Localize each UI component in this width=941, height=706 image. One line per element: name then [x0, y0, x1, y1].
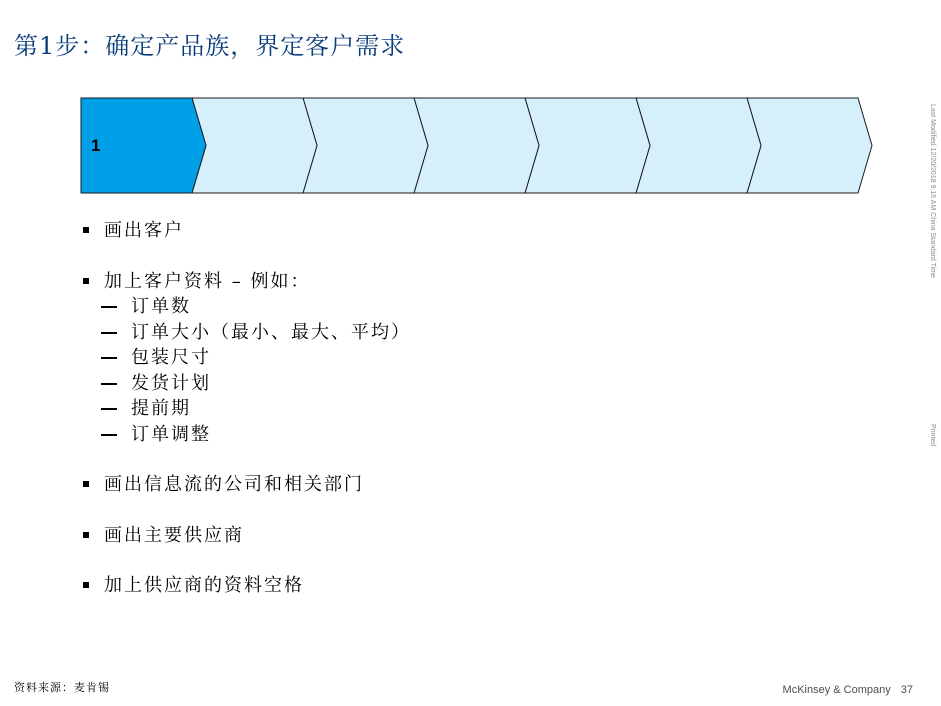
bullet-item: [83, 573, 411, 599]
bullet-square-icon: [83, 481, 89, 487]
dash-icon: [101, 332, 117, 334]
dash-icon: [101, 434, 117, 436]
sub-item-text: 提前期: [131, 398, 191, 419]
bullet-text: 画出客户: [104, 220, 184, 241]
sub-item: [83, 396, 411, 422]
dash-icon: [101, 306, 117, 308]
bullet-text: 加上供应商的资料空格: [104, 575, 304, 596]
last-modified-note: Last Modified 12/20/2018 9:16 AM China Standard Time: [929, 104, 936, 278]
bullet-item: [83, 523, 411, 549]
sub-item-text: 订单调整: [131, 423, 211, 445]
step-chevron: [192, 98, 317, 193]
footer: [783, 684, 913, 696]
sub-item-text: 发货计划: [131, 372, 211, 394]
sub-item-text: 订单数: [131, 296, 191, 317]
bullet-item: [83, 269, 411, 448]
step-chevron: [525, 98, 650, 193]
bullet-item: [83, 218, 411, 244]
step-chevron: [747, 98, 872, 193]
page-title: 第1步：确定产品族，界定客户需求: [14, 32, 406, 60]
bullet-text: 加上客户资料 – 例如：: [104, 270, 311, 292]
sub-list: [104, 294, 411, 447]
source-note: 资料来源：麦肯锡: [14, 681, 110, 694]
sub-item: [83, 371, 411, 397]
page-number: 37: [900, 684, 913, 696]
bullet-square-icon: [83, 582, 89, 588]
sub-item: [83, 345, 411, 371]
bullet-square-icon: [83, 278, 89, 284]
sub-item-text: 订单大小（最小、最大、平均）: [131, 321, 411, 343]
sub-item: [83, 320, 411, 346]
dash-icon: [101, 357, 117, 359]
sub-item: [83, 294, 411, 320]
bullet-item: [83, 472, 411, 498]
bullet-list: [83, 218, 411, 599]
dash-icon: [101, 408, 117, 410]
step-chevron: [636, 98, 761, 193]
sub-item: [83, 422, 411, 448]
step-chevron: [303, 98, 428, 193]
bullet-square-icon: [83, 532, 89, 538]
bullet-square-icon: [83, 227, 89, 233]
sub-item-text: 包装尺寸: [131, 347, 211, 368]
active-step-number: 1: [91, 136, 101, 155]
step-chevron: [414, 98, 539, 193]
dash-icon: [101, 383, 117, 385]
printed-note: Printed: [929, 424, 936, 447]
company-name: McKinsey & Company: [782, 684, 891, 696]
bullet-text: 画出信息流的公司和相关部门: [104, 474, 364, 495]
bullet-text: 画出主要供应商: [104, 524, 244, 546]
process-chevron-bar: [80, 97, 880, 197]
